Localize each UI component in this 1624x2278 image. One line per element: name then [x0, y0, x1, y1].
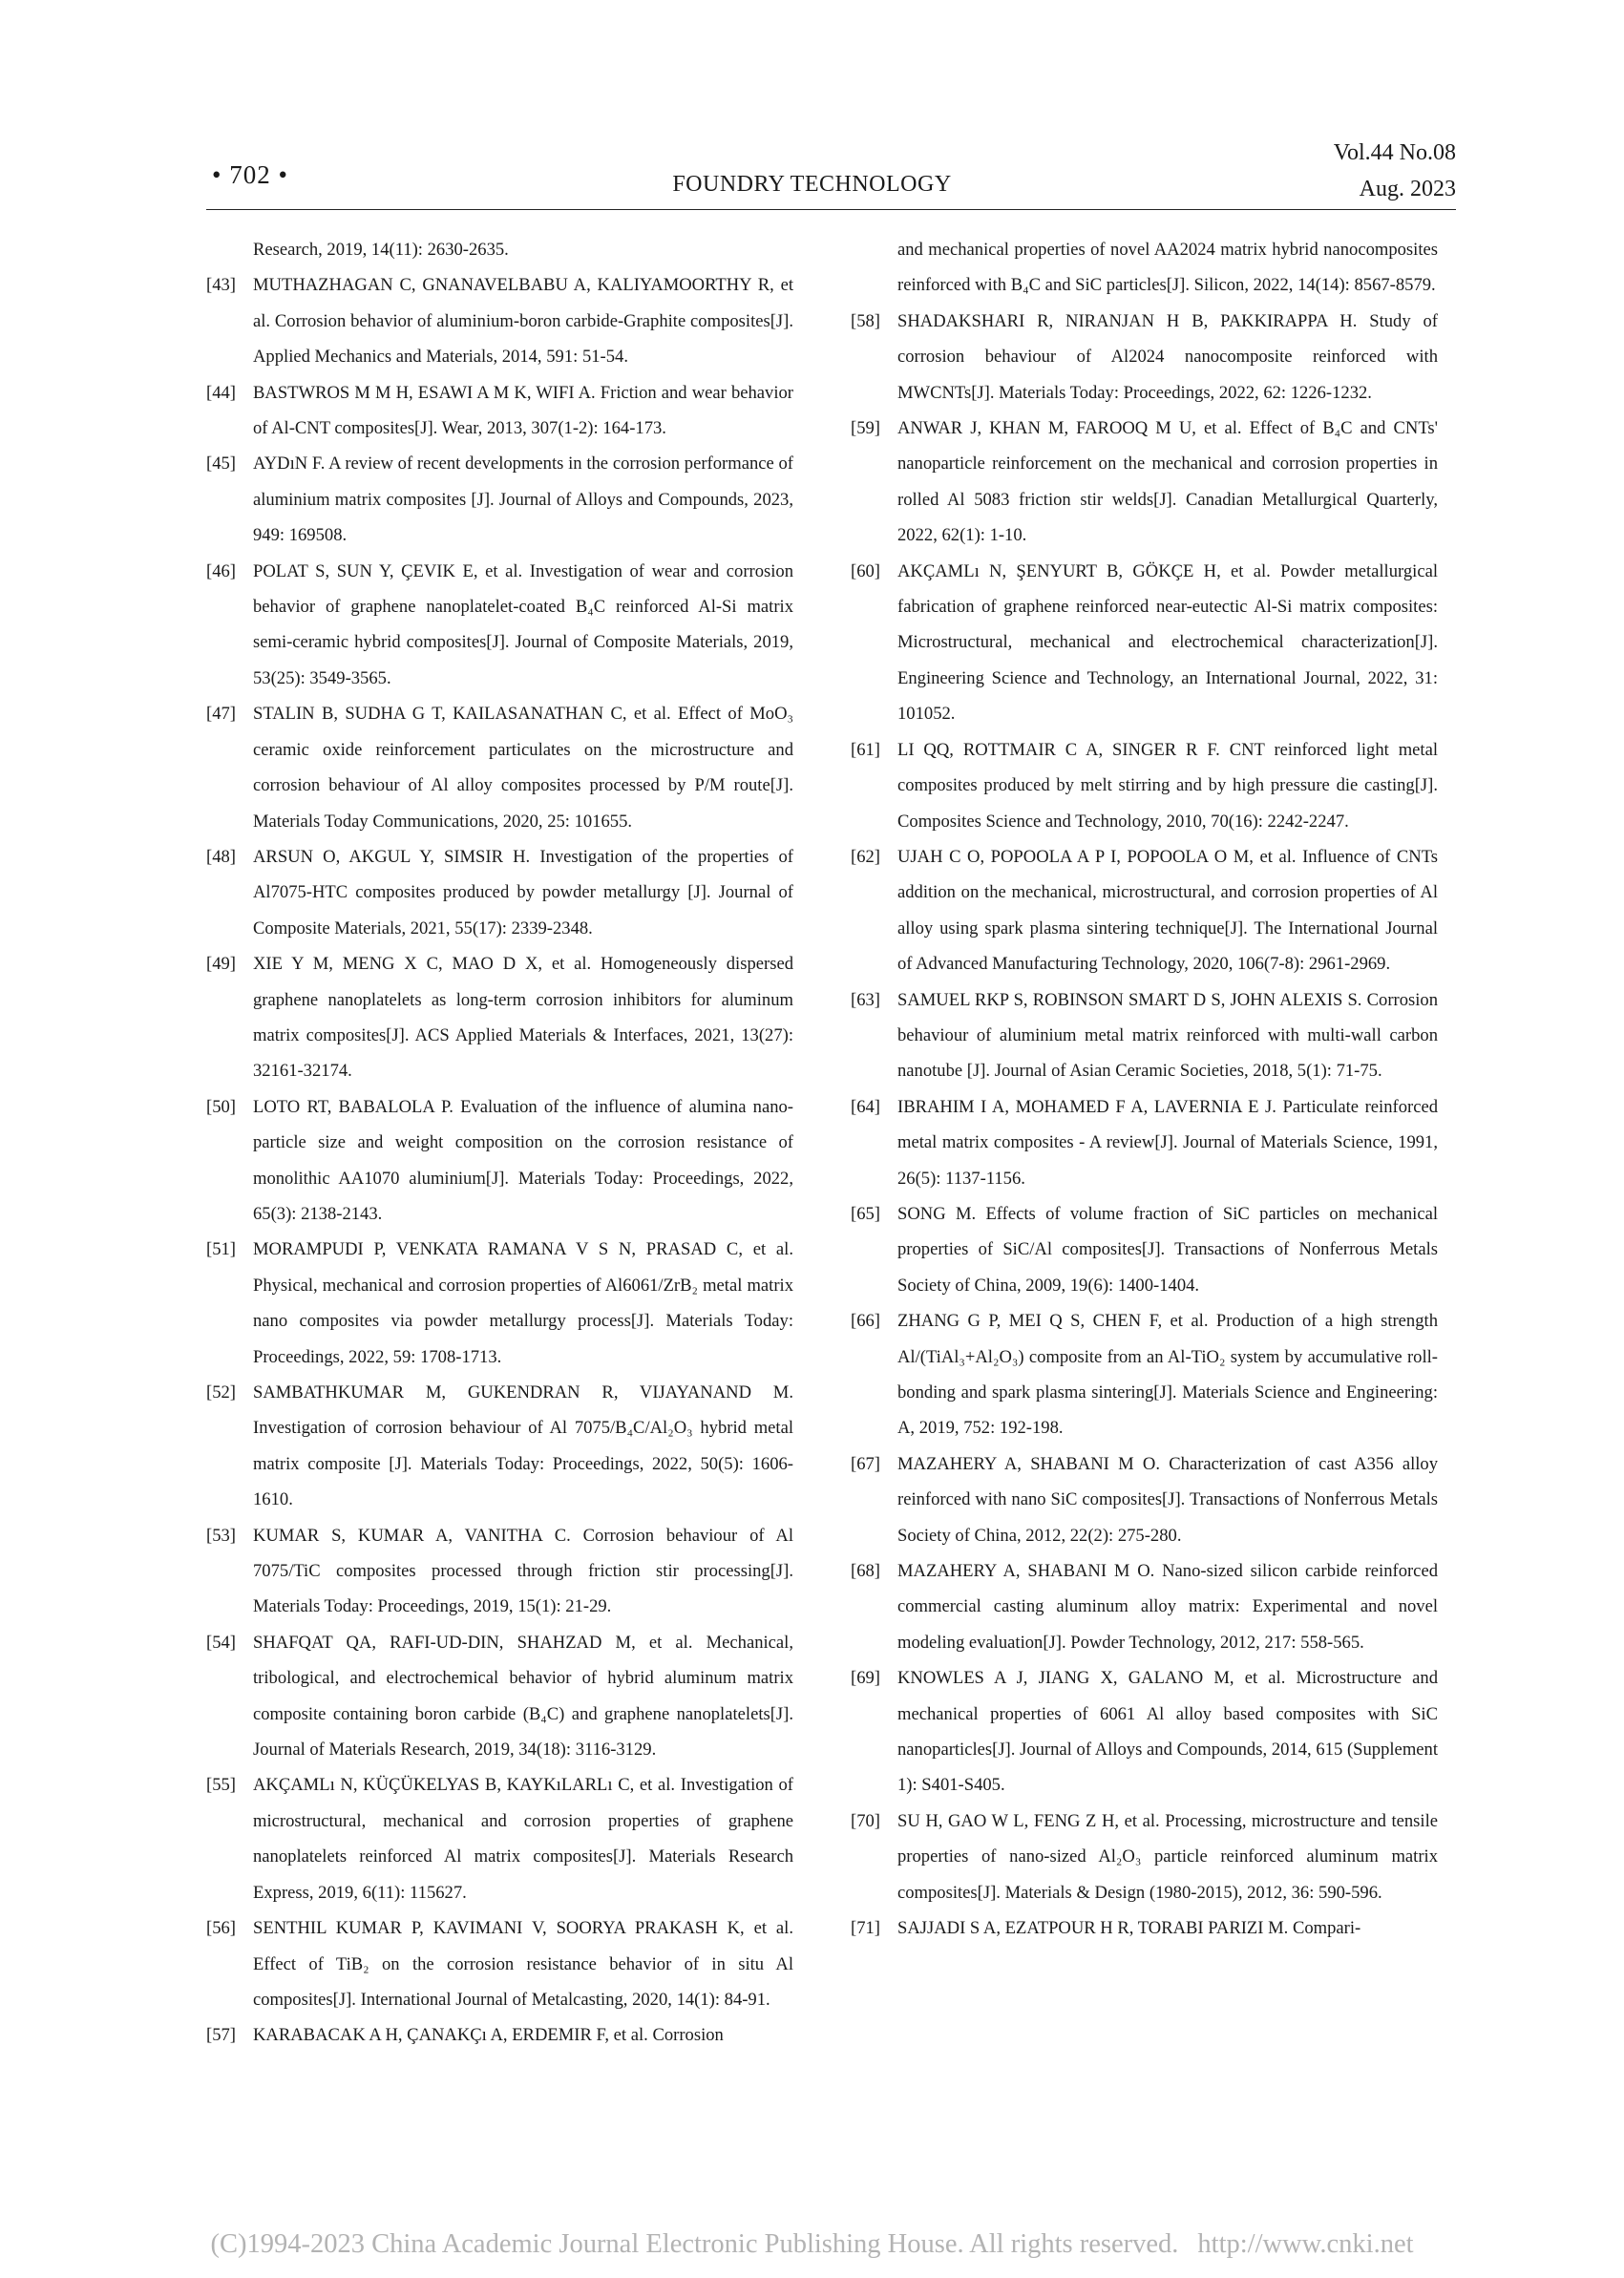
reference-text: SU H, GAO W L, FENG Z H, et al. Processing, microstructure and tensile properties of nano-sized Al₂O₃ particle reinforced aluminum matrix composites[J]. Materials & Design (1980-2015), 2012, 36: 590-596.: [897, 1810, 1438, 1903]
reference-number: [65]: [851, 1203, 880, 1224]
footer-url: http://www.cnki.net: [1197, 2229, 1414, 2259]
reference-text: AYDıN F. A review of recent developments in the corrosion performance of aluminium matrix composites [J]. Journal of Alloys and Compounds, 2023, 949: 169508.: [253, 453, 793, 546]
date-label: Aug. 2023: [1359, 177, 1456, 201]
reference-number: [67]: [851, 1453, 880, 1474]
reference-item: [851, 411, 1438, 554]
reference-item: [206, 1375, 793, 1518]
reference-text: SHADAKSHARI R, NIRANJAN H B, PAKKIRAPPA H. Study of corrosion behaviour of Al2024 nanocomposite reinforced with MWCNTs[J]. Materials Today: Proceedings, 2022, 62: 1226-1232.: [897, 310, 1438, 403]
reference-item: [851, 1803, 1438, 1910]
reference-text: STALIN B, SUDHA G T, KAILASANATHAN C, et al. Effect of MoO₃ ceramic oxide reinforcement particulates on the microstructure and corrosion behaviour of Al alloy composites processed by P/M route[J]. Materials Today Communications, 2020, 25: 101655.: [253, 704, 793, 832]
reference-text: SAJJADI S A, EZATPOUR H R, TORABI PARIZI M. Compari-: [897, 1918, 1361, 1939]
reference-item: [851, 839, 1438, 982]
reference-text: SAMUEL RKP S, ROBINSON SMART D S, JOHN ALEXIS S. Corrosion behaviour of aluminium metal matrix reinforced with multi-wall carbon nanotube [J]. Journal of Asian Ceramic Societies, 2018, 5(1): 71-75.: [897, 989, 1438, 1082]
reference-item: [851, 1303, 1438, 1446]
reference-number: [49]: [206, 954, 236, 975]
reference-item: [206, 1625, 793, 1768]
reference-item: [851, 1196, 1438, 1303]
reference-item: [206, 696, 793, 839]
reference-number: [58]: [851, 310, 880, 331]
reference-item: [206, 1767, 793, 1910]
reference-item: [206, 1910, 793, 2017]
reference-item: [851, 1089, 1438, 1196]
reference-item: [206, 554, 793, 697]
reference-item: [206, 2017, 793, 2053]
reference-text: KARABACAK A H, ÇANAKÇı A, ERDEMIR F, et al. Corrosion: [253, 2025, 724, 2046]
reference-number: [54]: [206, 1632, 236, 1653]
reference-number: [51]: [206, 1239, 236, 1260]
copyright-footer: [0, 2229, 1624, 2260]
reference-text: BASTWROS M M H, ESAWI A M K, WIFI A. Friction and wear behavior of Al-CNT composites[J]. Wear, 2013, 307(1-2): 164-173.: [253, 382, 793, 439]
reference-item: [206, 267, 793, 374]
reference-item: [851, 732, 1438, 839]
reference-text: MORAMPUDI P, VENKATA RAMANA V S N, PRASAD C, et al. Physical, mechanical and corrosion properties of Al6061/ZrB₂ metal matrix nano composites via powder metallurgy process[J]. Materials Today: Proceedings, 2022, 59: 1708-1713.: [253, 1239, 793, 1367]
page-number: • 702 •: [212, 160, 288, 189]
reference-text: LOTO RT, BABALOLA P. Evaluation of the influence of alumina nano-particle size and weight composition on the corrosion resistance of monolithic AA1070 aluminium[J]. Materials Today: Proceedings, 2022, 65(3): 2138-2143.: [253, 1096, 793, 1224]
reference-number: [70]: [851, 1810, 880, 1831]
reference-text: UJAH C O, POPOOLA A P I, POPOOLA O M, et al. Influence of CNTs addition on the mechanical, microstructural, and corrosion properties of Al alloy using spark plasma sintering technique[J]. The International Journal of Advanced Manufacturing Technology, 2020, 106(7-8): 2961-2969.: [897, 846, 1438, 975]
reference-text: AKÇAMLı N, ŞENYURT B, GÖKÇE H, et al. Powder metallurgical fabrication of graphene reinforced near-eutectic Al-Si matrix composites: Microstructural, mechanical and electrochemical characterization[J]. Engineering Science and Technology, an International Journal, 2022, 31: 101052.: [897, 560, 1438, 725]
reference-text: ZHANG G P, MEI Q S, CHEN F, et al. Production of a high strength Al/(TiAl₃+Al₂O₃) composite from an Al-TiO₂ system by accumulative roll-bonding and spark plasma sintering[J]. Materials Science and Engineering: A, 2019, 752: 192-198.: [897, 1311, 1438, 1439]
reference-text: SAMBATHKUMAR M, GUKENDRAN R, VIJAYANAND M. Investigation of corrosion behaviour of Al 7075/B₄C/Al₂O₃ hybrid metal matrix composite [J]. Materials Today: Proceedings, 2022, 50(5): 1606-1610.: [253, 1382, 793, 1510]
ref-continuation: and mechanical properties of novel AA2024 matrix hybrid nanocomposites reinforced with B₄C and SiC particles[J]. Silicon, 2022, 14(14): 8567-8579.: [897, 240, 1438, 296]
right-column: [851, 232, 1438, 1947]
reference-text: MAZAHERY A, SHABANI M O. Nano-sized silicon carbide reinforced commercial casting aluminum alloy matrix: Experimental and novel modeling evaluation[J]. Powder Technology, 2012, 217: 558-565.: [897, 1561, 1438, 1653]
reference-text: XIE Y M, MENG X C, MAO D X, et al. Homogeneously dispersed graphene nanoplatelets as long-term corrosion inhibitors for aluminum matrix composites[J]. ACS Applied Materials & Interfaces, 2021, 13(27): 32161-32174.: [253, 954, 793, 1082]
volume-label: Vol.44 No.08: [1333, 140, 1456, 165]
reference-text: AKÇAMLı N, KÜÇÜKELYAS B, KAYKıLARLı C, et al. Investigation of microstructural, mechanical and corrosion properties of graphene nanoplatelets reinforced Al matrix composites[J]. Materials Research Express, 2019, 6(11): 115627.: [253, 1775, 793, 1903]
reference-number: [63]: [851, 989, 880, 1010]
reference-item: [206, 1232, 793, 1375]
reference-number: [55]: [206, 1775, 236, 1796]
reference-item: [206, 1089, 793, 1233]
reference-number: [43]: [206, 275, 236, 296]
reference-number: [66]: [851, 1311, 880, 1332]
reference-number: [56]: [206, 1918, 236, 1939]
reference-item: [206, 839, 793, 946]
header-rule: [206, 209, 1456, 210]
reference-item: [851, 304, 1438, 411]
ref-continuation: Research, 2019, 14(11): 2630-2635.: [253, 240, 509, 260]
left-column: [206, 232, 793, 2054]
reference-text: KNOWLES A J, JIANG X, GALANO M, et al. Microstructure and mechanical properties of 6061 Al alloy based composites with SiC nanoparticles[J]. Journal of Alloys and Compounds, 2014, 615 (Supplement 1): S401-S405.: [897, 1668, 1438, 1796]
reference-number: [71]: [851, 1918, 880, 1939]
copyright-text: (C)1994-2023 China Academic Journal Electronic Publishing House. All rights reserved.: [210, 2229, 1179, 2259]
reference-text: SONG M. Effects of volume fraction of SiC particles on mechanical properties of SiC/Al composites[J]. Transactions of Nonferrous Metals Society of China, 2009, 19(6): 1400-1404.: [897, 1203, 1438, 1296]
reference-number: [44]: [206, 382, 236, 403]
issue-info: [1334, 135, 1456, 207]
reference-number: [61]: [851, 739, 880, 760]
reference-number: [46]: [206, 560, 236, 581]
left-reference-list: [206, 267, 793, 2053]
reference-item: [206, 946, 793, 1089]
reference-text: MUTHAZHAGAN C, GNANAVELBABU A, KALIYAMOORTHY R, et al. Corrosion behavior of aluminium-boron carbide-Graphite composites[J]. Applied Mechanics and Materials, 2014, 591: 51-54.: [253, 275, 793, 368]
reference-item: [206, 1518, 793, 1625]
reference-number: [60]: [851, 560, 880, 581]
reference-number: [69]: [851, 1668, 880, 1689]
reference-number: [47]: [206, 704, 236, 725]
reference-number: [50]: [206, 1096, 236, 1117]
reference-number: [68]: [851, 1561, 880, 1582]
reference-text: SHAFQAT QA, RAFI-UD-DIN, SHAHZAD M, et al. Mechanical, tribological, and electrochemical behavior of hybrid aluminum matrix composite containing boron carbide (B₄C) and graphene nanoplatelets[J]. Journal of Materials Research, 2019, 34(18): 3116-3129.: [253, 1632, 793, 1761]
reference-text: ARSUN O, AKGUL Y, SIMSIR H. Investigation of the properties of Al7075-HTC composites produced by powder metallurgy [J]. Journal of Composite Materials, 2021, 55(17): 2339-2348.: [253, 846, 793, 939]
reference-item: [851, 1910, 1438, 1946]
reference-number: [53]: [206, 1525, 236, 1546]
reference-item: [851, 1446, 1438, 1553]
reference-number: [48]: [206, 846, 236, 867]
reference-text: POLAT S, SUN Y, ÇEVIK E, et al. Investigation of wear and corrosion behavior of graphene nanoplatelet-coated B₄C reinforced Al-Si matrix semi-ceramic hybrid composites[J]. Journal of Composite Materials, 2019, 53(25): 3549-3565.: [253, 560, 793, 688]
reference-text: ANWAR J, KHAN M, FAROOQ M U, et al. Effect of B₄C and CNTs' nanoparticle reinforcement on the mechanical and corrosion properties in rolled Al 5083 friction stir welds[J]. Canadian Metallurgical Quarterly, 2022, 62(1): 1-10.: [897, 418, 1438, 546]
right-reference-list: [851, 304, 1438, 1947]
reference-item: [851, 1553, 1438, 1660]
reference-number: [52]: [206, 1382, 236, 1403]
reference-text: KUMAR S, KUMAR A, VANITHA C. Corrosion behaviour of Al 7075/TiC composites processed through friction stir processing[J]. Materials Today: Proceedings, 2019, 15(1): 21-29.: [253, 1525, 793, 1617]
reference-number: [45]: [206, 453, 236, 475]
reference-text: LI QQ, ROTTMAIR C A, SINGER R F. CNT reinforced light metal composites produced by melt stirring and by high pressure die casting[J]. Composites Science and Technology, 2010, 70(16): 2242-2247.: [897, 739, 1438, 832]
reference-number: [59]: [851, 418, 880, 439]
reference-item: [206, 446, 793, 553]
reference-text: SENTHIL KUMAR P, KAVIMANI V, SOORYA PRAKASH K, et al. Effect of TiB₂ on the corrosion resistance behavior of in situ Al composites[J]. International Journal of Metalcasting, 2020, 14(1): 84-91.: [253, 1918, 793, 2010]
reference-number: [62]: [851, 846, 880, 867]
reference-item: [851, 554, 1438, 732]
reference-text: MAZAHERY A, SHABANI M O. Characterization of cast A356 alloy reinforced with nano SiC composites[J]. Transactions of Nonferrous Metals Society of China, 2012, 22(2): 275-280.: [897, 1453, 1438, 1546]
reference-text: IBRAHIM I A, MOHAMED F A, LAVERNIA E J. Particulate reinforced metal matrix composites - A review[J]. Journal of Materials Science, 1991, 26(5): 1137-1156.: [897, 1096, 1438, 1189]
reference-number: [57]: [206, 2025, 236, 2046]
reference-item: [851, 1660, 1438, 1803]
journal-title: FOUNDRY TECHNOLOGY: [672, 172, 952, 197]
reference-item: [851, 982, 1438, 1089]
reference-number: [64]: [851, 1096, 880, 1117]
reference-item: [206, 375, 793, 447]
